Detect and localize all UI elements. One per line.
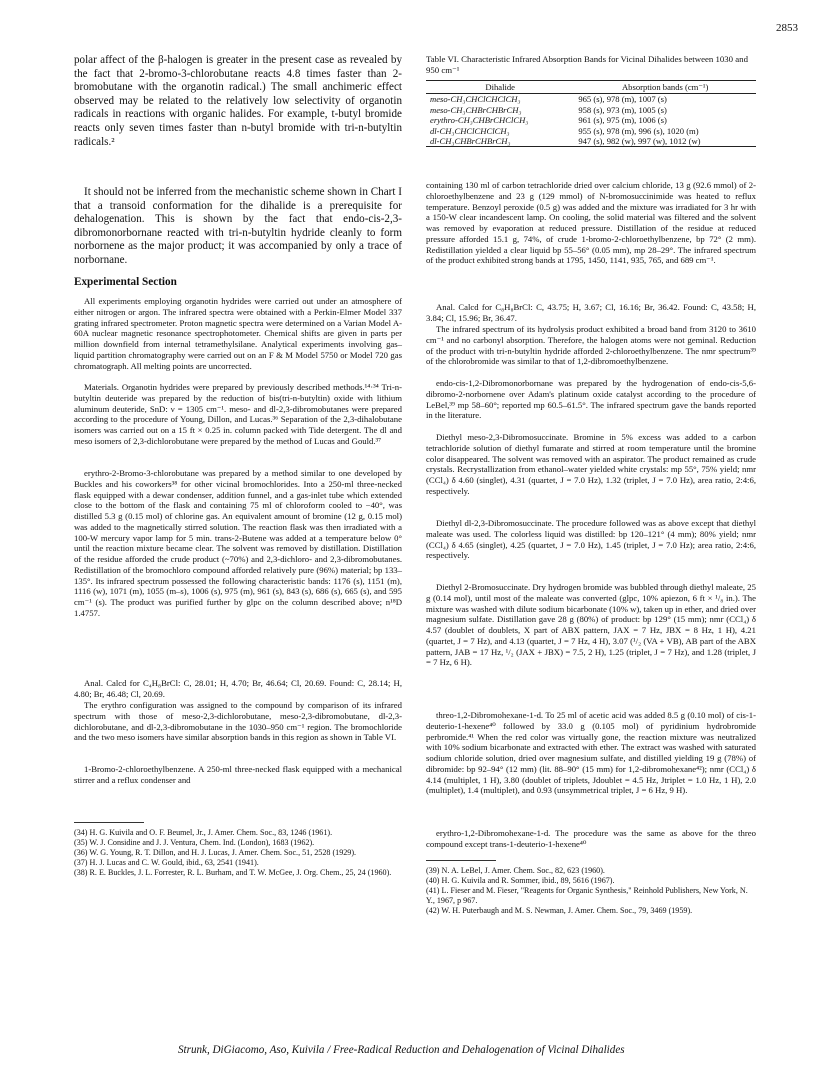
table-row — [426, 105, 756, 115]
footnotes-right — [426, 866, 756, 916]
table-row — [426, 136, 756, 147]
exp-paragraph-general: All experiments employing organotin hydrides were carried out under an atmosphere of either nitrogen or argon. The infrared spectra were obtained with a Perkin-Elmer Model 337 grating infrared spectrometer. Proton magnetic spectra were determined on a Varian Model A-60A nuclear magnetic resonance spectrophotometer. Chemical shifts are given in parts per million downfield from internal tetramethylsilane. Analytical experiments involving gas–liquid partition chromatography were carried out on an F & M Model 5750 or Model 720 gas chromatograph. All melting points are uncorrected. — [74, 296, 402, 371]
exp-paragraph-bromosuccinate: Diethyl 2-Bromosuccinate. Dry hydrogen bromide was bubbled through diethyl maleate, 25 g (0.14 mol), until most of the maleate was converted (glpc, 10% apiezon, 6 ft × ¹/₈ in.). The mixture was washed with dilute sodium bicarbonate (10% w), taken up in ether, and dried over magnesium sulfate. Distillation gave 28 g (80%) of product: bp 129° (15 mm); nmr (CCl₄) δ 4.57 (doublet of doublets, X part of ABX pattern, JAX = 7 Hz, JBX = 8 Hz, 1 H), 4.21 (quartet, J = 7 Hz), and 4.13 (quartet, J = 7 Hz, 4 H), 3.07 (¹/₂ (VA + VB), AB part of the ABX pattern, JAB = 17 Hz, ¹/₂ (JAX + JBX) = 7.5, 2 H), 1.25 (triplet, J = 7 Hz), and 1.28 (triplet, J = 7 Hz, 6 H). — [426, 582, 756, 668]
exp-paragraph-meso-succinate: Diethyl meso-2,3-Dibromosuccinate. Bromine in 5% excess was added to a carbon tetrachloride solution of diethyl fumarate and stirred at room temperature until the bromine color disappeared. The solvent was removed with an aspirator. The product remained as crude crystals. Recrystallization from ethanol–water yielded white crystals: mp 55°, 75% yield; nmr (CCl₄) δ 4.60 (singlet), 4.31 (quartet, J = 7.0 Hz), 1.32 (triplet, J = 7.0 Hz), area ratio, 2:4:6, respectively. — [426, 432, 756, 496]
exp-paragraph-bromochloroethylbenzene: 1-Bromo-2-chloroethylbenzene. A 250-ml three-necked flask equipped with a mechanical stirrer and a reflux condenser and — [74, 764, 402, 785]
footnote-41: (41) L. Fieser and M. Fieser, "Reagents for Organic Synthesis," Reinhold Publishers, New York, N. Y., 1967, p 967. — [426, 885, 748, 905]
table-cell-bands: 947 (s), 982 (w), 997 (w), 1012 (w) — [574, 136, 756, 147]
exp-paragraph-hydrolysis: The infrared spectrum of its hydrolysis product exhibited a broad band from 3120 to 3610 cm⁻¹ and no carbonyl absorption. Therefore, the halogen atoms were not geminal. Reduction of the product with tri-n-butyltin hydride afforded 2-chloroethylbenzene. The nmr spectrum³⁹ of the chlorobromide was similar to that of 1,2-dibromoethylbenzene. — [426, 324, 756, 367]
page-number: 2853 — [776, 22, 798, 34]
footnote-rule-left — [74, 822, 144, 823]
table-cell-dihalide: erythro-CH₃CHBrCHClCH₃ — [430, 115, 529, 126]
table-cell-bands: 965 (s), 978 (m), 1007 (s) — [578, 94, 667, 105]
exp-paragraph-anal-1: Anal. Calcd for C₄H₈BrCl: C, 28.01; H, 4.70; Br, 46.64; Cl, 20.69. Found: C, 28.14; H, 4.80; Br, 46.48; Cl, 20.69. — [74, 678, 402, 699]
table-cell-dihalide: dl-CH₃CHClCHClCH₃ — [430, 125, 510, 136]
table-cell-bands: 961 (s), 975 (m), 1006 (s) — [578, 115, 667, 126]
table-row — [426, 115, 756, 125]
table-cell-dihalide: meso-CH₃CHClCHClCH₃ — [430, 94, 521, 105]
exp-paragraph-erythro: The erythro configuration was assigned to the compound by comparison of its infrared spectrum with those of meso-2,3-dichlorobutane, meso-2,3-dibromobutane, dl-2,3-dichlorobutane, and dl-2,3-dibromobutane in the 1030–950 cm⁻¹ region. The bromochloride and the two meso isomers have similar absorption bands in this region as shown in Table VI. — [74, 700, 402, 743]
page-footer: Strunk, DiGiacomo, Aso, Kuivila / Free-Radical Reduction and Dehalogenation of Vicinal Dihalides — [178, 1044, 625, 1056]
exp-paragraph-anal-2: Anal. Calcd for C₈H₈BrCl: C, 43.75; H, 3.67; Cl, 16.16; Br, 36.42. Found: C, 43.58; H, 3.84; Cl, 15.96; Br, 36.47. — [426, 302, 756, 323]
table-header-row — [426, 81, 756, 94]
exp-paragraph-erythro-hexane: erythro-1,2-Dibromohexane-1-d. The procedure was the same as above for the threo compound except trans-1-deuterio-1-hexene⁴⁰ — [426, 828, 756, 849]
table-cell-bands: 955 (s), 978 (m), 996 (s), 1020 (m) — [578, 125, 699, 136]
exp-paragraph-continued: containing 130 ml of carbon tetrachloride dried over calcium chloride, 13 g (92.6 mmol) of 2-chloroethylbenzene and 23 g (129 mmol) of N-bromosuccinimide was heated to reflux temperature. Benzoyl peroxide (0.5 g) was added and the mixture was irradiated for 3 hr with a 150-W clear incandescent lamp. On cooling, the solid material was filtered and the solvent was removed by evaporation at reduced pressure. Distillation of the residue at reduced pressure afforded 15.1 g, 74%, of crude 1-bromo-2-chloroethylbenzene, bp 72° (2 mm). Redistillation yielded a clear liquid bp 55–56° (0.05 mm), mp 28–29°. The infrared spectrum of the product exhibited strong bands at 1795, 1450, 1141, 935, 765, and 689 cm⁻¹. — [426, 180, 756, 266]
exp-paragraph-dl-succinate: Diethyl dl-2,3-Dibromosuccinate. The procedure followed was as above except that diethyl maleate was used. The colorless liquid was distilled: bp 120–121° (4 mm); 80% yield; nmr (CCl₄) δ 4.65 (singlet), 4.25 (quartet, J = 7.0 Hz), 1.45 (triplet, J = 7.0 Hz); area ratio, 2:4:6, respectively. — [426, 518, 756, 561]
table-header-dihalide: Dihalide — [426, 81, 574, 94]
exp-paragraph-dibromonorbornane: endo-cis-1,2-Dibromonorbornane was prepared by the hydrogenation of endo-cis-5,6-dibromo-2-norbornene over Adam's platinum oxide catalyst according to the procedure of LeBel,³⁹ mp 58–60°; reported mp 60.5–61.5°. The infrared spectrum gave the bands reported in the literature. — [426, 378, 756, 421]
table-cell-dihalide: dl-CH₃CHBrCHBrCH₃ — [426, 136, 574, 147]
table-row — [426, 94, 756, 105]
table-row — [426, 126, 756, 136]
footnote-39: (39) N. A. LeBel, J. Amer. Chem. Soc., 82, 623 (1960). — [426, 866, 605, 875]
footnote-42: (42) W. H. Puterbaugh and M. S. Newman, J. Amer. Chem. Soc., 79, 3469 (1959). — [426, 905, 693, 915]
footnotes-left — [74, 828, 402, 878]
intro-paragraph-2: It should not be inferred from the mechanistic scheme shown in Chart I that a transoid conformation for the dihalide is a prerequisite for dehalogenation. This is shown by the fact that endo-cis-2,3-dibromonorbornane reacted with tri-n-butyltin hydride cleanly to form norbornene as the major product; it was accompanied by only a trace of norbornane. — [74, 186, 402, 266]
ir-table — [426, 80, 756, 147]
exp-paragraph-bromochlorobutane: erythro-2-Bromo-3-chlorobutane was prepared by a method similar to one developed by Buckles and his coworkers³⁸ for other vicinal bromochlorides. Into a 250-ml three-necked flask equipped with a dewar condenser, addition funnel, and a gas-inlet tube which extended close to the bottom of the flask and containing 75 ml of chloroform cooled to −40°, was distilled 5.3 g (0.15 mol) of chlorine gas. An equivalent amount of bromine (12 g, 0.15 mol) was added to the magnetically stirred solution. The reaction flask was then irradiated with a 100-W mercury vapor lamp for 5 min. trans-2-Butene was added at a temperature below 0° until the reaction mixture became clear. The solvent was removed by distillation. Distillation of the residue afforded the crude product (~70%) and 2,3-dichloro- and 2,3-dibromobutanes. Redistillation of the bromochloro compound afforded relatively pure (96%) material; bp 133–135°. Its infrared spectrum possessed the following characteristic bands: 1176 (s), 1151 (m), 1116 (w), 1071 (m), 1055 (m–s), 1006 (s), 975 (m), 961 (s), 843 (s), 686 (s), 665 (s), and 595 cm⁻¹ (s). The product was purified further by glpc on the column described above; n¹⁸D 1.4757. — [74, 468, 402, 618]
footnote-37: (37) H. J. Lucas and C. W. Gould, ibid., 63, 2541 (1941). — [74, 857, 259, 867]
footnote-38: (38) R. E. Buckles, J. L. Forrester, R. L. Burham, and T. W. McGee, J. Org. Chem., 25, 24 (1960). — [74, 867, 392, 877]
exp-paragraph-threo: threo-1,2-Dibromohexane-1-d. To 25 ml of acetic acid was added 8.5 g (0.10 mol) of cis-1-deuterio-1-hexene⁴⁰ followed by 33.0 g (0.105 mol) of pyridinium hydrobromide perbromide.⁴¹ When the red color was virtually gone, the reaction mixture was neutralized with 10% sodium bicarbonate and extracted with ether. The extract was washed with saturated sodium chloride solution, dried over magnesium sulfate, and distilled yielding 19 g (78%) of dibromide: bp 92–94° (12 mm) (lit. 88–90° (15 mm) for 1,2-dibromohexane⁴²); nmr (CCl₄) δ 4.14 (multiplet, 1 H), 3.80 (doublet of triplets, Jdoublet = 4.5 Hz, Jtriplet = 1.0 Hz, 1 H), 2.0 (multiplet), 1.4 (multiplet), and 0.93 (unsymmetrical triplet, J = 6 Hz, 9 H). — [426, 710, 756, 796]
footnote-35: (35) W. J. Considine and J. J. Ventura, Chem. Ind. (London), 1683 (1962). — [74, 837, 315, 847]
table-header-bands: Absorption bands (cm⁻¹) — [574, 81, 756, 94]
footnote-rule-right — [426, 860, 496, 861]
section-title: Experimental Section — [74, 276, 177, 288]
exp-paragraph-materials: Materials. Organotin hydrides were prepared by previously described methods.¹⁴·³⁴ Tri-n-butyltin deuteride was prepared by the reduction of bis(tri-n-butyltin) oxide with lithium aluminum deuteride, SnD: ν = 1305 cm⁻¹. meso- and dl-2,3-dibromobutanes were prepared according to the procedure of Young, Dillon, and Lucas.³⁶ Separation of the 2,3-dihalobutane isomers was carried out on a 15 ft × 0.25 in. column packed with Tide detergent. The dl and meso isomers of 2,3-dichlorobutane were prepared by the method of Lucas and Gould.³⁷ — [74, 382, 402, 446]
table-cell-dihalide: meso-CH₃CHBrCHBrCH₃ — [430, 104, 522, 115]
table-caption: Table VI. Characteristic Infrared Absorption Bands for Vicinal Dihalides between 1030 and 950 cm⁻¹ — [426, 54, 748, 75]
footnote-36: (36) W. G. Young, R. T. Dillon, and H. J. Lucas, J. Amer. Chem. Soc., 51, 2528 (1929). — [74, 847, 357, 857]
footnote-40: (40) H. G. Kuivila and R. Sommer, ibid., 89, 5616 (1967). — [426, 875, 615, 885]
footnote-34: (34) H. G. Kuivila and O. F. Beumel, Jr., J. Amer. Chem. Soc., 83, 1246 (1961). — [74, 828, 333, 837]
table-cell-bands: 958 (s), 973 (m), 1005 (s) — [578, 104, 667, 115]
intro-paragraph-1: polar affect of the β-halogen is greater in the present case as revealed by the fact that 2-bromo-3-chlorobutane reacts 4.8 times faster than 2-bromobutane with the organotin radical.) The small anchimeric effect observed may be related to the relatively low selectivity of organotin radicals in reactions with organic halides. For example, t-butyl bromide reacts only seven times faster than n-butyl bromide with tri-n-butyltin radicals.² — [74, 54, 402, 148]
